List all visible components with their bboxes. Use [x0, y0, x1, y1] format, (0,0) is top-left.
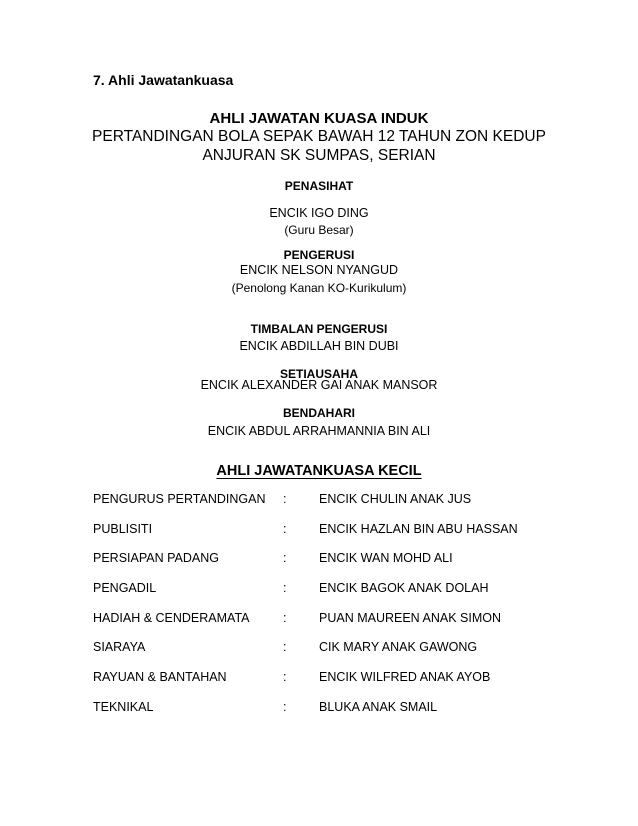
- duty-separator: :: [283, 640, 287, 655]
- organizer-line: ANJURAN SK SUMPAS, SERIAN: [202, 147, 436, 164]
- setiausaha-heading: SETIAUSAHA: [279, 367, 358, 381]
- competition-title: PERTANDINGAN BOLA SEPAK BAWAH 12 TAHUN ZON KEDUP: [92, 128, 546, 145]
- duty-person: ENCIK WILFRED ANAK AYOB: [319, 670, 491, 685]
- duty-separator: :: [283, 551, 287, 566]
- duty-role: PUBLISITI: [93, 521, 153, 536]
- duty-row: [93, 670, 573, 700]
- duty-row: [93, 492, 573, 522]
- penasihat-name: ENCIK IGO DING: [269, 206, 369, 220]
- duty-person: ENCIK HAZLAN BIN ABU HASSAN: [319, 521, 518, 536]
- duty-separator: :: [283, 610, 287, 625]
- timbalan-heading: TIMBALAN PENGERUSI: [250, 322, 388, 336]
- penasihat-note: (Guru Besar): [284, 223, 354, 237]
- bendahari-heading: BENDAHARI: [283, 406, 355, 420]
- duty-separator: :: [283, 699, 287, 714]
- duty-row: [93, 640, 573, 670]
- duty-table: [93, 492, 573, 730]
- pengerusi-name: ENCIK NELSON NYANGUD: [239, 263, 399, 277]
- duty-row: [93, 551, 573, 581]
- duty-separator: :: [283, 521, 287, 536]
- duty-person: BLUKA ANAK SMAIL: [319, 699, 438, 714]
- section-heading: 7. Ahli Jawatankuasa: [93, 72, 234, 88]
- duty-role: PENGADIL: [93, 581, 157, 596]
- duty-person: CIK MARY ANAK GAWONG: [319, 640, 478, 655]
- duty-role: PENGURUS PERTANDINGAN: [93, 492, 266, 506]
- duty-role: TEKNIKAL: [93, 699, 154, 714]
- duty-separator: :: [283, 492, 287, 506]
- duty-row: [93, 700, 573, 730]
- duty-separator: :: [283, 581, 287, 596]
- duty-role: RAYUAN & BANTAHAN: [93, 670, 227, 685]
- kecil-title: AHLI JAWATANKUASA KECIL: [216, 463, 422, 479]
- timbalan-name: ENCIK ABDILLAH BIN DUBI: [239, 339, 399, 353]
- bendahari-name: ENCIK ABDUL ARRAHMANNIA BIN ALI: [207, 424, 431, 438]
- duty-role: SIARAYA: [93, 640, 146, 655]
- duty-separator: :: [283, 670, 287, 685]
- duty-person: ENCIK WAN MOHD ALI: [319, 551, 453, 566]
- duty-row: [93, 522, 573, 552]
- setiausaha-name: ENCIK ALEXANDER GAI ANAK MANSOR: [200, 378, 438, 392]
- duty-row: [93, 611, 573, 641]
- duty-role: PERSIAPAN PADANG: [93, 551, 219, 566]
- pengerusi-note: (Penolong Kanan KO-Kurikulum): [231, 281, 407, 295]
- committee-title: AHLI JAWATAN KUASA INDUK: [209, 110, 429, 127]
- duty-person: ENCIK BAGOK ANAK DOLAH: [319, 581, 489, 596]
- duty-person: PUAN MAUREEN ANAK SIMON: [319, 610, 501, 625]
- duty-row: [93, 581, 573, 611]
- duty-role: HADIAH & CENDERAMATA: [93, 610, 250, 625]
- duty-person: ENCIK CHULIN ANAK JUS: [319, 492, 472, 506]
- penasihat-heading: PENASIHAT: [284, 179, 354, 193]
- pengerusi-heading: PENGERUSI: [283, 248, 355, 262]
